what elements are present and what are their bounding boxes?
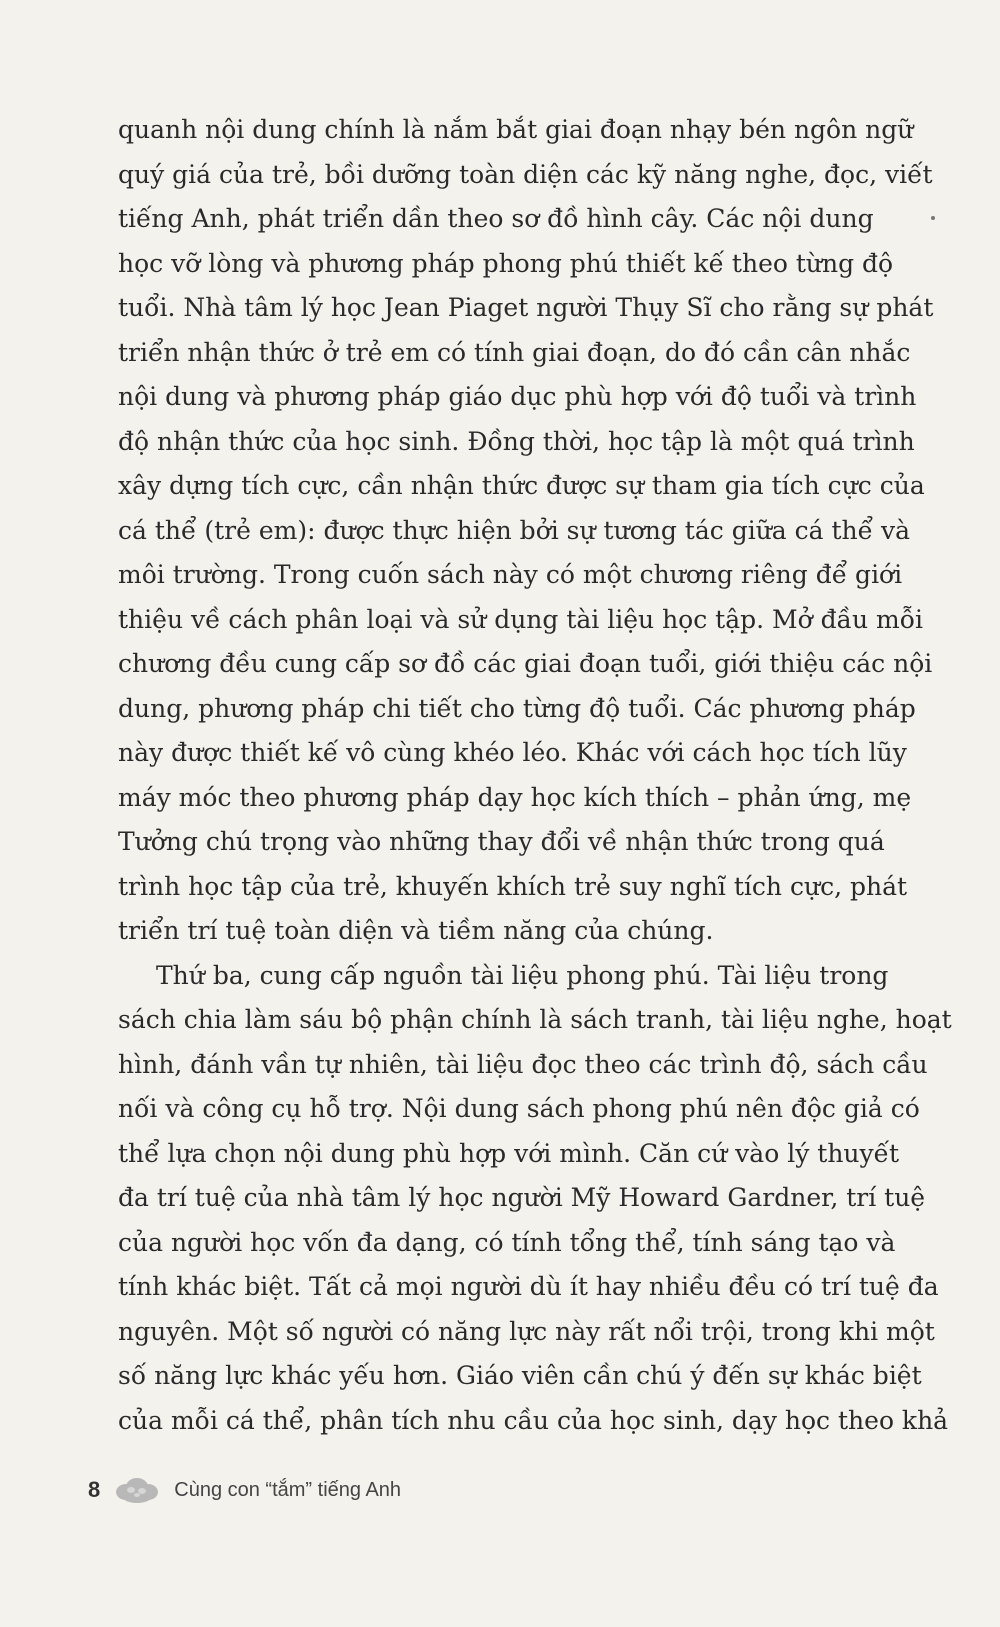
text-line: máy móc theo phương pháp dạy học kích thích – phản ứng, mẹ	[118, 782, 912, 812]
paragraph-start-line: Thứ ba, cung cấp nguồn tài liệu phong phú. Tài liệu trong	[156, 960, 889, 990]
text-line: sách chia làm sáu bộ phận chính là sách tranh, tài liệu nghe, hoạt	[118, 1005, 952, 1034]
text-line: hình, đánh vần tự nhiên, tài liệu đọc theo các trình độ, sách cầu	[118, 1049, 928, 1079]
text-line: nguyên. Một số người có năng lực này rất nổi trội, trong khi một	[118, 1316, 935, 1346]
body-text	[118, 108, 952, 1443]
running-title: Cùng con “tắm” tiếng Anh	[174, 1478, 402, 1501]
page-footer	[88, 1470, 401, 1510]
scan-speck	[931, 216, 935, 220]
text-line: của mỗi cá thể, phân tích nhu cầu của học sinh, dạy học theo khả	[118, 1405, 949, 1435]
text-line: độ nhận thức của học sinh. Đồng thời, học tập là một quá trình	[118, 426, 915, 456]
text-line: học vỡ lòng và phương pháp phong phú thiết kế theo từng độ	[118, 248, 894, 278]
text-line: tuổi. Nhà tâm lý học Jean Piaget người Thụy Sĩ cho rằng sự phát	[118, 293, 934, 322]
text-line: nội dung và phương pháp giáo dục phù hợp với độ tuổi và trình	[118, 382, 917, 411]
text-line: đa trí tuệ của nhà tâm lý học người Mỹ Howard Gardner, trí tuệ	[118, 1183, 926, 1212]
text-line: tiếng Anh, phát triển dần theo sơ đồ hình cây. Các nội dung	[118, 204, 874, 233]
text-line: số năng lực khác yếu hơn. Giáo viên cần chú ý đến sự khác biệt	[118, 1361, 922, 1390]
page-number: 8	[88, 1477, 101, 1502]
text-line: xây dựng tích cực, cần nhận thức được sự tham gia tích cực của	[118, 471, 925, 500]
text-line: của người học vốn đa dạng, có tính tổng thể, tính sáng tạo và	[118, 1227, 896, 1257]
text-line: cá thể (trẻ em): được thực hiện bởi sự tương tác giữa cá thể và	[118, 515, 911, 545]
text-line: chương đều cung cấp sơ đồ các giai đoạn tuổi, giới thiệu các nội	[118, 649, 933, 678]
text-line: triển nhận thức ở trẻ em có tính giai đoạn, do đó cần cân nhắc	[118, 337, 911, 367]
text-line: quanh nội dung chính là nắm bắt giai đoạn nhạy bén ngôn ngữ	[118, 115, 914, 144]
paragraph-end-line: triển trí tuệ toàn diện và tiềm năng của chúng.	[118, 916, 714, 945]
text-line: Tưởng chú trọng vào những thay đổi về nhận thức trong quá	[118, 827, 885, 856]
text-line: trình học tập của trẻ, khuyến khích trẻ suy nghĩ tích cực, phát	[118, 871, 908, 901]
text-line: nối và công cụ hỗ trợ. Nội dung sách phong phú nên độc giả có	[118, 1094, 920, 1123]
cloud-icon	[114, 1475, 160, 1505]
text-line: tính khác biệt. Tất cả mọi người dù ít hay nhiều đều có trí tuệ đa	[118, 1272, 939, 1301]
text-line: môi trường. Trong cuốn sách này có một chương riêng để giới	[118, 560, 903, 589]
text-line: này được thiết kế vô cùng khéo léo. Khác với cách học tích lũy	[118, 738, 907, 767]
text-line: thể lựa chọn nội dung phù hợp với mình. Căn cứ vào lý thuyết	[118, 1138, 900, 1168]
text-line: thiệu về cách phân loại và sử dụng tài liệu học tập. Mở đầu mỗi	[118, 604, 923, 634]
text-line: dung, phương pháp chi tiết cho từng độ tuổi. Các phương pháp	[118, 693, 916, 723]
text-line: quý giá của trẻ, bồi dưỡng toàn diện các kỹ năng nghe, đọc, viết	[118, 159, 933, 189]
